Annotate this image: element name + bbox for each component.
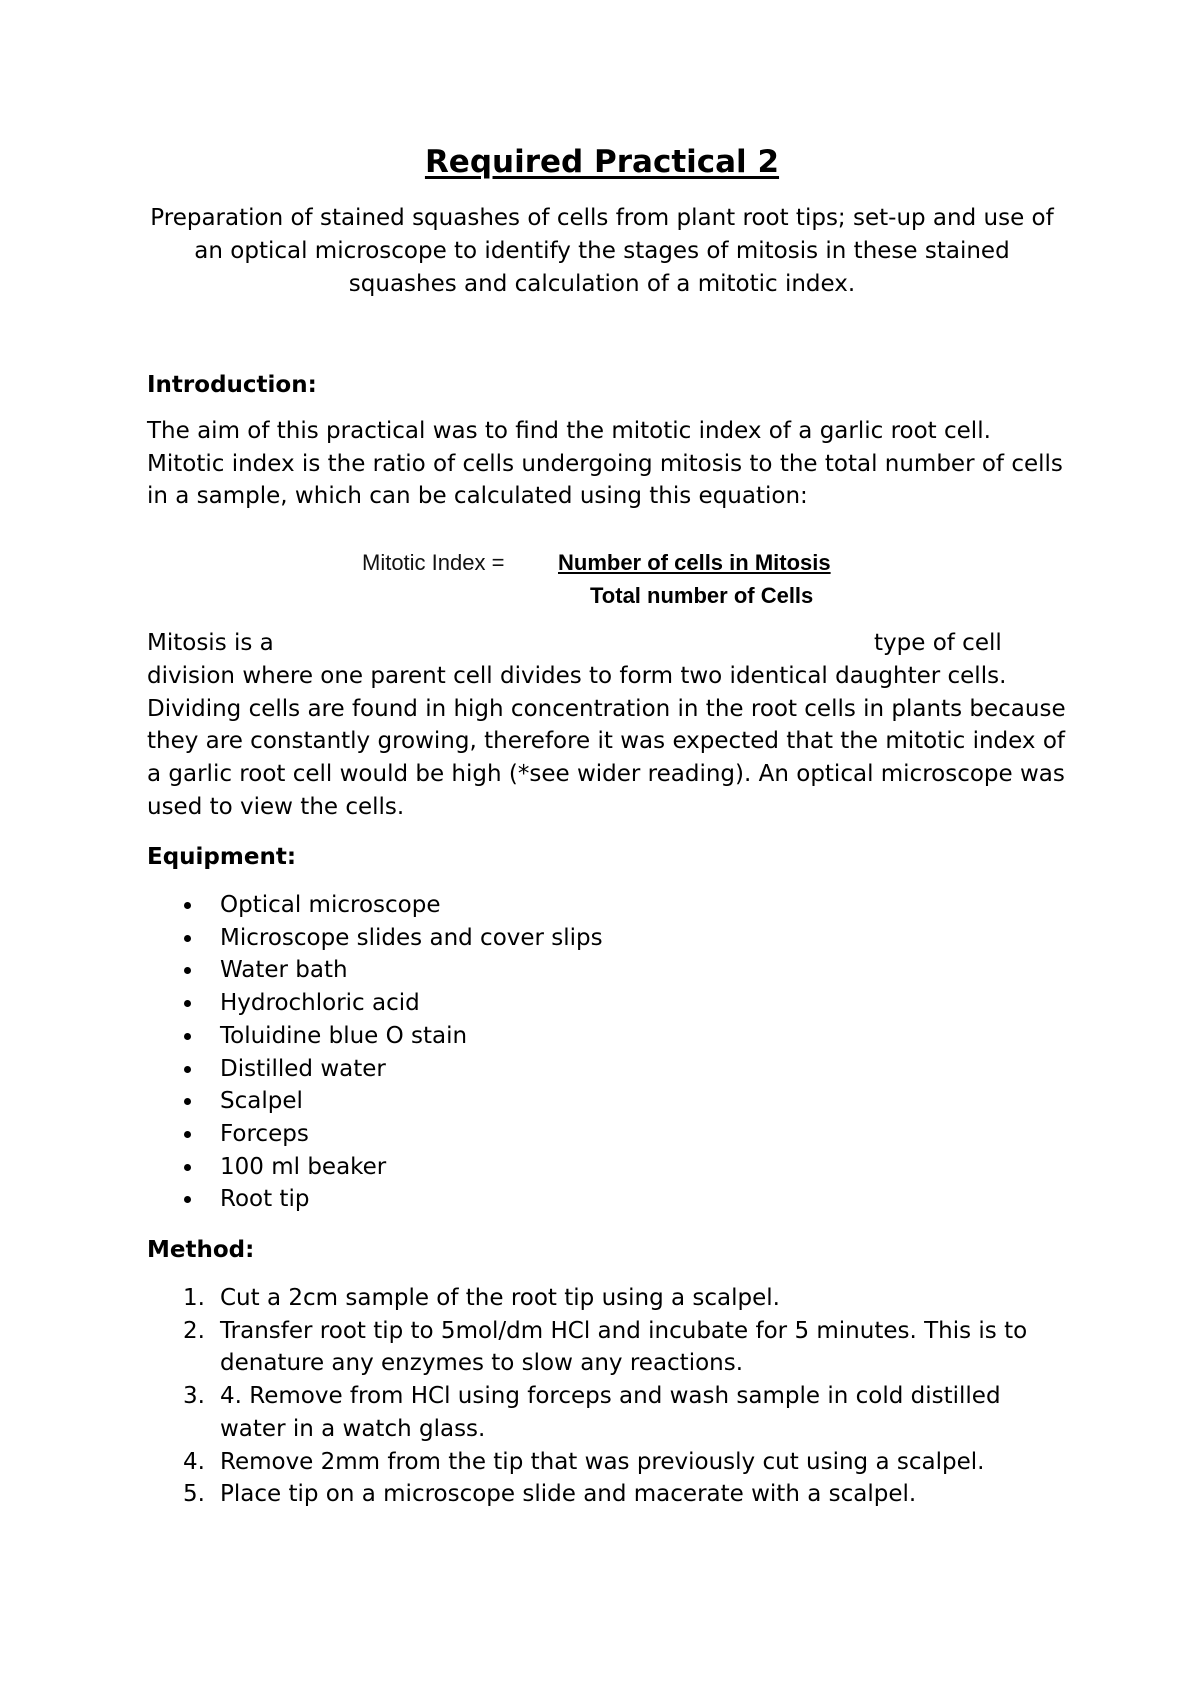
equipment-item bbox=[147, 1118, 603, 1151]
equation-denominator: Total number of Cells bbox=[590, 583, 814, 608]
bullet-icon bbox=[184, 1000, 191, 1007]
equipment-item-text: Optical microscope bbox=[220, 892, 441, 918]
bullet-icon bbox=[184, 902, 191, 909]
bullet-icon bbox=[184, 935, 191, 942]
introduction-heading: Introduction: bbox=[147, 372, 317, 398]
method-step-number: 4. bbox=[183, 1448, 205, 1475]
bullet-icon bbox=[184, 1196, 191, 1203]
method-step-number: 3. bbox=[183, 1383, 205, 1410]
method-step-text: Remove 2mm from the tip that was previously cut using a scalpel. bbox=[220, 1448, 985, 1475]
equipment-item bbox=[147, 889, 603, 922]
mitosis-paragraph: division where one parent cell divides to form two identical daughter cells. Dividing cells are found in high concentration in the root cells in plants because they are constantly growing, therefore it was expected that the mitotic index of a garlic root cell would be high (*see wider reading). An optical microscope was used to view the cells. bbox=[147, 663, 1066, 820]
mitosis-gap-end-text: type of cell bbox=[874, 630, 1002, 656]
method-step bbox=[147, 1380, 1067, 1445]
mitosis-start-text: Mitosis is a bbox=[147, 630, 274, 656]
bullet-icon bbox=[184, 967, 191, 974]
equipment-item bbox=[147, 954, 603, 987]
equipment-item bbox=[147, 1183, 603, 1216]
method-step bbox=[147, 1315, 1067, 1380]
equipment-item-text: 100 ml beaker bbox=[220, 1153, 387, 1180]
equipment-item bbox=[147, 922, 603, 955]
bullet-icon bbox=[184, 1131, 191, 1138]
equipment-item-text: Toluidine blue O stain bbox=[220, 1022, 468, 1049]
equipment-item-text: Microscope slides and cover slips bbox=[220, 924, 603, 951]
equipment-item-text: Distilled water bbox=[220, 1055, 386, 1082]
method-step-text: Transfer root tip to 5mol/dm HCl and incubate for 5 minutes. This is to denature any enzymes to slow any reactions. bbox=[220, 1317, 1028, 1377]
method-step-number: 5. bbox=[183, 1481, 205, 1508]
equation-label: Mitotic Index = bbox=[362, 550, 505, 575]
equipment-item bbox=[147, 1085, 603, 1118]
equation-numerator: Number of cells in Mitosis bbox=[558, 550, 831, 575]
method-step bbox=[147, 1478, 1067, 1511]
equipment-item-text: Water bath bbox=[220, 957, 348, 984]
document-subtitle: Preparation of stained squashes of cells from plant root tips; set-up and use of an optical microscope to identify the stages of mitosis in these stained squashes and calculation of a mitotic index. bbox=[150, 205, 1054, 297]
bullet-icon bbox=[184, 1066, 191, 1073]
method-step-number: 2. bbox=[183, 1317, 205, 1344]
equipment-item bbox=[147, 1151, 603, 1184]
method-step-number: 1. bbox=[183, 1285, 205, 1311]
method-step-text: Place tip on a microscope slide and macerate with a scalpel. bbox=[220, 1481, 917, 1508]
method-heading: Method: bbox=[147, 1237, 255, 1263]
method-step bbox=[147, 1446, 1067, 1479]
document-title: Required Practical 2 bbox=[424, 144, 780, 180]
equipment-item-text: Forceps bbox=[220, 1120, 309, 1147]
bullet-icon bbox=[184, 1098, 191, 1105]
equipment-heading: Equipment: bbox=[147, 844, 297, 870]
equipment-item-text: Hydrochloric acid bbox=[220, 990, 420, 1017]
bullet-icon bbox=[184, 1164, 191, 1171]
equipment-item bbox=[147, 987, 603, 1020]
method-step-text: Cut a 2cm sample of the root tip using a scalpel. bbox=[220, 1285, 780, 1311]
equipment-item-text: Scalpel bbox=[220, 1088, 303, 1115]
bullet-icon bbox=[184, 1033, 191, 1040]
method-step bbox=[147, 1282, 1067, 1315]
method-step-text: 4. Remove from HCl using forceps and wash sample in cold distilled water in a watch glass. bbox=[220, 1383, 1001, 1442]
introduction-paragraph: The aim of this practical was to find the mitotic index of a garlic root cell. Mitotic index is the ratio of cells undergoing mitosis to the total number of cells in a sample, which can be calculated using this equation: bbox=[147, 418, 1063, 510]
equipment-item bbox=[147, 1020, 603, 1053]
equipment-list bbox=[147, 889, 603, 1216]
method-list bbox=[147, 1282, 1067, 1511]
equipment-item-text: Root tip bbox=[220, 1186, 310, 1213]
equipment-item bbox=[147, 1053, 603, 1086]
